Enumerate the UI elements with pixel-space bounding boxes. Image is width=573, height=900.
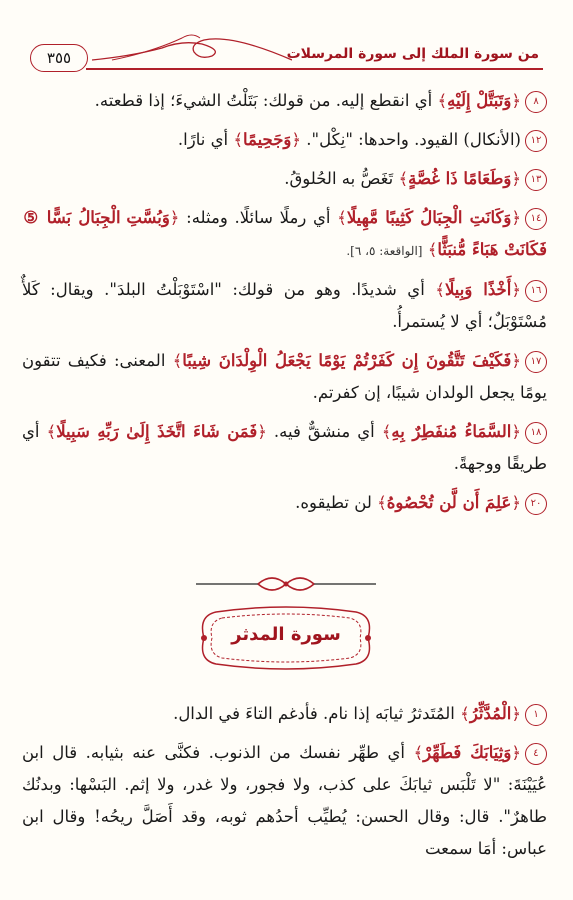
commentary: أي طريقًا ووجهةً. xyxy=(22,422,547,473)
header-rule xyxy=(86,68,543,70)
main-text xyxy=(22,85,547,526)
entry-13: ١٣﴿وَطَعَامًا ذَا غُصَّةٍ﴾ تَغَصُّ به الحُلوقُ. xyxy=(22,163,547,195)
surah-title: سورة المدثر xyxy=(231,624,341,645)
quran-quote: عَلِمَ أَن لَّن تُحْصُوهُ xyxy=(386,493,512,512)
quran-quote: وَبُسَّتِ الْجِبَالُ بَسًّا ⑤ فَكَانَتْ هَبَاءً مُّنبَثًّا xyxy=(22,208,547,259)
verse-number: ٢٠ xyxy=(525,493,547,515)
quran-quote: أَخْذًا وَبِيلًا xyxy=(444,280,512,299)
commentary: أي شديدًا. وهو من قولك: "اسْتَوْبَلْتُ البلدَ". ويقال: كَلأٌ مُسْتَوْبَلٌ؛ أي لا يُستمرأُ. xyxy=(22,280,547,331)
verse-number: ١٤ xyxy=(525,208,547,230)
main-text-2 xyxy=(22,698,547,872)
entry-14: ١٤﴿وَكَانَتِ الْجِبَالُ كَثِيبًا مَّهِيلًا﴾ أي رملًا سائلًا. ومثله: ﴿وَبُسَّتِ الْجِبَالُ بَسًّا ⑤ فَكَانَتْ هَبَاءً مُّنبَثًّا﴾ [الواقعة: ٥، ٦]. xyxy=(22,208,547,259)
verse-number: ١٢ xyxy=(525,130,547,152)
header-ornament-icon xyxy=(92,30,292,64)
quran-quote: وَتَبَتَّلْ إِلَيْهِ xyxy=(447,91,512,110)
commentary: أي رملًا سائلًا. ومثله: xyxy=(179,208,338,227)
quran-quote: وَثِيَابَكَ فَطَهِّرْ xyxy=(423,743,512,762)
citation: [الواقعة: ٥، ٦]. xyxy=(346,244,423,258)
entry-4: ٤﴿وَثِيَابَكَ فَطَهِّرْ﴾ أي طهِّر نفسك من الذنوب. فكنَّى عنه بثيابه. قال ابن عُيَيْنَةَ: "لا تَلْبَس ثيابَكَ على كذب، ولا فجور، ولا غدر، ولا إثم. البَسْها: وبدنُك طاهرٌ". قال: وقال الحسن: يُطيِّب أحدُهم ثوبه، وقد أَصَلَّ ريحُه! وقال ابن عباس: أمَا سمعت xyxy=(22,743,547,858)
page-number: ٣٥٥ xyxy=(30,44,88,72)
page-header xyxy=(0,0,573,80)
entry-1: ١﴿الْمُدَّثِّرُ﴾ المُتَدثرُ ثيابَه إذا نام. فأدغم التاءَ في الدال. xyxy=(22,698,547,730)
verse-number: ١٦ xyxy=(525,280,547,302)
entry-12: ١٢(الأنكال) القيود. واحدها: "نِكْل". ﴿وَجَحِيمًا﴾ أي نارًا. xyxy=(22,124,547,156)
commentary: أي نارًا. xyxy=(177,130,234,149)
commentary: المعنى: فكيف تتقون يومًا يجعل الولدان شيبًا، إن كفرتم. xyxy=(22,351,547,402)
verse-number: ١ xyxy=(525,704,547,726)
section-divider-icon xyxy=(196,572,376,596)
commentary: (الأنكال) القيود. واحدها: "نِكْل". xyxy=(301,130,521,149)
commentary: تَغَصُّ به الحُلوقُ. xyxy=(284,169,399,188)
quran-quote: وَطَعَامًا ذَا غُصَّةٍ xyxy=(408,169,512,188)
running-title: من سورة الملك إلى سورة المرسلات xyxy=(286,46,539,62)
entry-16: ١٦﴿أَخْذًا وَبِيلًا﴾ أي شديدًا. وهو من قولك: "اسْتَوْبَلْتُ البلدَ". ويقال: كَلأٌ مُسْتَوْبَلٌ؛ أي لا يُستمرأُ. xyxy=(22,280,547,331)
quran-quote: فَكَيْفَ تَتَّقُونَ إِن كَفَرْتُمْ يَوْمًا يَجْعَلُ الْوِلْدَانَ شِيبًا xyxy=(182,351,512,370)
quran-quote: وَجَحِيمًا xyxy=(243,130,292,149)
verse-number: ١٣ xyxy=(525,169,547,191)
commentary: أي انقطع إليه. من قولك: بَتَلْتُ الشيءَ؛ إذا قطعته. xyxy=(94,91,438,110)
quran-quote: السَّمَاءُ مُنفَطِرٌ بِهِ xyxy=(391,422,512,441)
commentary: أي طهِّر نفسك من الذنوب. فكنَّى عنه بثيابه. قال ابن عُيَيْنَةَ: "لا تَلْبَس ثيابَكَ على كذب، ولا فجور، ولا غدر، ولا إثم. البَسْها: وبدنُك طاهرٌ". قال: وقال الحسن: يُطيِّب أحدُهم ثوبه، وقد أَصَلَّ ريحُه! وقال ابن عباس: أمَا سمعت xyxy=(22,743,547,858)
commentary: لن تطيقوه. xyxy=(295,493,378,512)
verse-number: ٨ xyxy=(525,91,547,113)
entry-20: ٢٠﴿عَلِمَ أَن لَّن تُحْصُوهُ﴾ لن تطيقوه. xyxy=(22,487,547,519)
entry-17: ١٧﴿فَكَيْفَ تَتَّقُونَ إِن كَفَرْتُمْ يَوْمًا يَجْعَلُ الْوِلْدَانَ شِيبًا﴾ المعنى: فكيف تتقون يومًا يجعل الولدان شيبًا، إن كفرتم. xyxy=(22,351,547,402)
quran-quote: فَمَن شَاءَ اتَّخَذَ إِلَىٰ رَبِّهِ سَبِيلًا xyxy=(56,422,258,441)
verse-number: ٤ xyxy=(525,743,547,765)
entry-18: ١٨﴿السَّمَاءُ مُنفَطِرٌ بِهِ﴾ أي منشقٌّ فيه. ﴿فَمَن شَاءَ اتَّخَذَ إِلَىٰ رَبِّهِ سَبِيلًا﴾ أي طريقًا ووجهةً. xyxy=(22,422,547,473)
entry-8: ٨﴿وَتَبَتَّلْ إِلَيْهِ﴾ أي انقطع إليه. من قولك: بَتَلْتُ الشيءَ؛ إذا قطعته. xyxy=(22,85,547,117)
quran-quote: الْمُدَّثِّرُ xyxy=(469,704,512,723)
surah-heading-frame xyxy=(196,604,376,672)
quran-quote: وَكَانَتِ الْجِبَالُ كَثِيبًا مَّهِيلًا xyxy=(346,208,512,227)
verse-number: ١٨ xyxy=(525,422,547,444)
commentary: المُتَدثرُ ثيابَه إذا نام. فأدغم التاءَ في الدال. xyxy=(173,704,461,723)
commentary: أي منشقٌّ فيه. xyxy=(266,422,382,441)
verse-number: ١٧ xyxy=(525,351,547,373)
